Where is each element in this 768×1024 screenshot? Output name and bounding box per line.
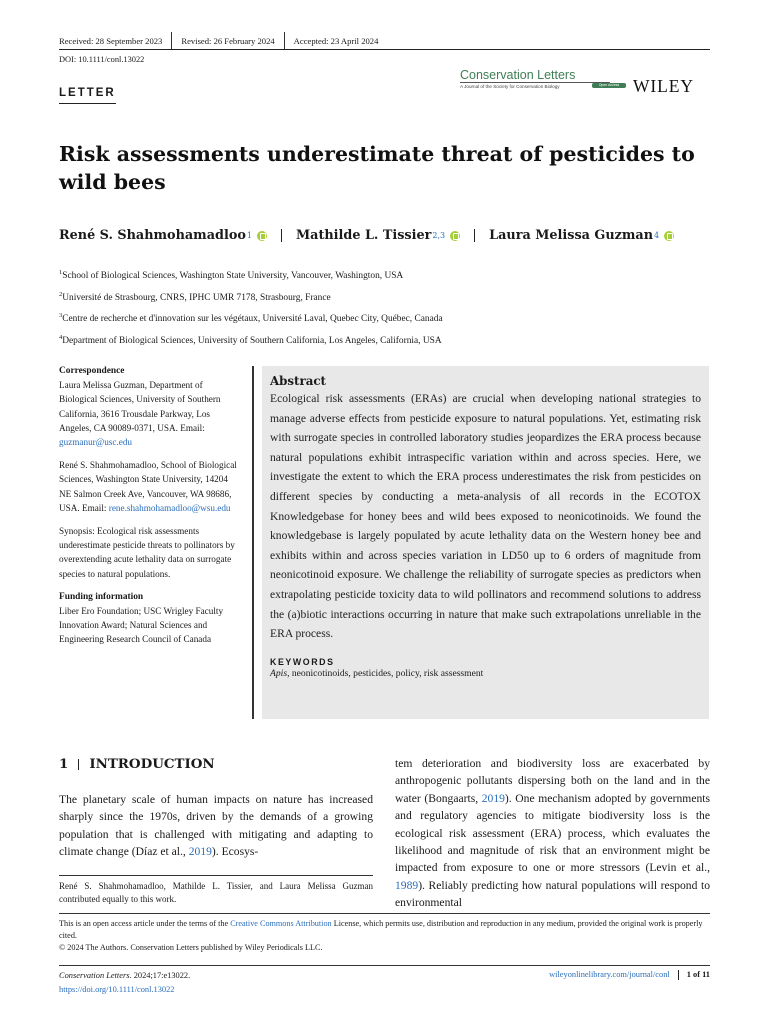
affiliation (59, 264, 443, 286)
section-heading (59, 756, 215, 772)
email-link[interactable]: guzmanur@usc.edu (59, 437, 133, 448)
body-text: tem deterioration and biodiversity loss are exacerbated by anthropogenic pollutants dispersing both on the land and in the water (Bongaarts, (395, 757, 710, 805)
citation-link[interactable]: 2019 (188, 845, 212, 859)
affiliation-text: Department of Biological Sciences, University of Southern California, Los Angeles, California, USA (62, 336, 442, 347)
synopsis: Synopsis: Ecological risk assessments underestimate pesticide threats to pollinators by overextending acute lethality data on surrogate species to natural populations. (59, 526, 235, 579)
journal-site-link[interactable]: wileyonlinelibrary.com/journal/conl (549, 970, 670, 979)
open-access-badge: Open Access (592, 83, 626, 88)
body-text: ). Ecosys- (211, 845, 259, 859)
copyright-line: © 2024 The Authors. Conservation Letters published by Wiley Periodicals LLC. (59, 943, 323, 953)
author-separator (281, 229, 282, 242)
citation-link[interactable]: 1989 (395, 878, 419, 892)
footer-right (549, 969, 710, 981)
author-name: Mathilde L. Tissier (296, 228, 432, 243)
doi-link[interactable]: https://doi.org/10.1111/conl.13022 (59, 985, 175, 995)
keywords-rest: , neonicotinoids, pesticides, policy, risk assessment (287, 667, 484, 679)
author-2[interactable] (296, 228, 460, 243)
license-notice (59, 918, 710, 955)
abstract-heading: Abstract (270, 374, 326, 388)
affiliation-text: Université de Strasbourg, CNRS, IPHC UMR 7178, Strasbourg, France (62, 292, 331, 303)
correspondence-heading: Correspondence (59, 366, 125, 376)
orcid-icon[interactable] (664, 231, 674, 241)
keyword-italic: Apis (270, 667, 288, 679)
intro-left-column (59, 791, 373, 861)
article-type: LETTER (59, 87, 116, 99)
journal-name (460, 68, 630, 82)
doi[interactable]: DOI: 10.1111/conl.13022 (59, 55, 145, 64)
abstract-box (262, 366, 709, 719)
license-text: License, which permits use, distribution and reproduction in any medium, provided the original work is properly cited. (59, 919, 703, 941)
affiliation (59, 286, 443, 308)
journal-subtitle: A Journal of the Society for Conservation Biology (460, 82, 610, 89)
received-date: Received: 28 September 2023 (59, 36, 163, 46)
correspondence-text: Laura Melissa Guzman, Department of Biological Sciences, University of Southern California, 3616 Trousdale Parkway, Los Angeles, CA 90089-0371, USA. Email: (59, 380, 221, 433)
author-1[interactable] (59, 228, 267, 243)
article-type-underline (59, 103, 116, 104)
author-separator (474, 229, 475, 242)
revised-date: Revised: 26 February 2024 (171, 32, 283, 50)
license-link[interactable]: Creative Commons Attribution (230, 919, 332, 928)
author-3[interactable] (489, 228, 674, 243)
page-number: 1 of 11 (686, 970, 710, 979)
affiliation-text: School of Biological Sciences, Washington State University, Vancouver, Washington, USA (62, 271, 404, 282)
author-name: René S. Shahmohamadloo (59, 228, 246, 243)
section-separator (78, 759, 79, 770)
affiliation-text: Centre de recherche et d'innovation sur les végétaux, Université Laval, Quebec City, Québec, Canada (62, 314, 443, 325)
article-title: Risk assessments underestimate threat of pesticides to wild bees (59, 142, 695, 194)
author-affil-ref[interactable]: 4 (654, 231, 660, 240)
funding-heading: Funding information (59, 591, 144, 602)
affiliation-number: 2 (59, 290, 63, 298)
correspondence-1 (59, 378, 237, 449)
page-separator (678, 970, 679, 980)
journal-name-rest: onservation Letters (469, 68, 576, 82)
license-line (59, 918, 710, 942)
funding-text: Liber Ero Foundation; USC Wrigley Faculty Innovation Award; Natural Sciences and Engineering Research Council of Canada (59, 606, 224, 645)
keywords-heading: KEYWORDS (270, 656, 335, 667)
sidebar-info (59, 364, 237, 656)
correspondence-text: René S. Shahmohamadloo, School of Biological Sciences, Washington State University, 14204 NE Salmon Creek Ave, Vancouver, WA 98686, USA. Email: (59, 460, 237, 513)
affiliation-number: 3 (59, 312, 63, 320)
affiliation-number: 4 (59, 334, 63, 342)
journal-citation-name: Conservation Letters. (59, 971, 132, 980)
footer-divider (59, 965, 710, 966)
section-title: INTRODUCTION (89, 756, 215, 772)
affiliations (59, 264, 443, 351)
section-number: 1 (59, 756, 69, 772)
affiliation-number: 1 (59, 269, 63, 276)
keywords-list (270, 667, 701, 681)
body-text: The planetary scale of human impacts on nature has increased sharply since the 1970s, driven by the demands of a growing population that is challenged with mitigating and adapting to climate change (Díaz et al., (59, 793, 373, 859)
journal-citation (59, 969, 190, 983)
abstract-text: Ecological risk assessments (ERAs) are crucial when developing national strategies to manage adverse effects from pesticide exposure to natural populations. Yet, estimating risk with surrogate species in controlled laboratory studies jeopardizes the ERA process because natural populations exhibit intraspecific variation within and across species. Here, we investigate the extent to which the ERA process underestimates the risk from pesticides on different species by conducting a meta-analysis of all records in the ECOTOX Knowledgebase for honey bees and wild bees exposed to neonicotinoids. We found the knowledgebase is largely populated by acute lethality data on the Western honey bee and exhibits within and across species variation in LD50 up to 6 orders of magnitude from neonicotinoid exposure. We challenge the reliability of surrogate species as predictors when extrapolating pesticide toxicity data to wild pollinators and recommend solutions to address the (a)biotic interactions occurring in nature that make such extrapolations unreliable in the ERA process. (270, 392, 701, 641)
journal-name-initial: C (460, 68, 470, 82)
abstract-rule (252, 366, 254, 719)
citation-info (59, 969, 190, 997)
body-text: ). Reliably predicting how natural populations will respond to environmental (395, 878, 710, 910)
affiliation (59, 307, 443, 329)
article-dates (59, 32, 387, 50)
author-list (59, 228, 674, 243)
equal-contribution-footnote: René S. Shahmohamadloo, Mathilde L. Tissier, and Laura Melissa Guzman contributed equally to this work. (59, 881, 373, 905)
affiliation (59, 329, 443, 351)
publisher-logo[interactable]: WILEY (633, 76, 694, 96)
email-link[interactable]: rene.shahmohamadloo@wsu.edu (108, 502, 231, 513)
citation-link[interactable]: 2019 (481, 791, 505, 805)
orcid-icon[interactable] (257, 231, 267, 241)
header-divider (59, 49, 710, 50)
intro-right-column (395, 755, 710, 912)
author-affil-ref[interactable]: 1 (246, 231, 252, 240)
license-divider (59, 913, 710, 914)
license-text: This is an open access article under the terms of the (59, 919, 231, 928)
correspondence-2 (59, 458, 237, 515)
accepted-date: Accepted: 23 April 2024 (284, 32, 388, 50)
footnote-divider (59, 875, 373, 876)
journal-citation-volume: 2024;17:e13022. (131, 971, 191, 980)
orcid-icon[interactable] (450, 231, 460, 241)
body-text: ). One mechanism adopted by governments and regulatory agencies to mitigate biodiversity loss is the ecological risk assessment (ERA) process, which evaluates the likelihood and magnitude of risk that an environment might be impacted from exposure to one or more stressors (Levin et al., (395, 791, 710, 875)
author-name: Laura Melissa Guzman (489, 228, 654, 243)
author-affil-ref[interactable]: 2,3 (432, 231, 446, 240)
